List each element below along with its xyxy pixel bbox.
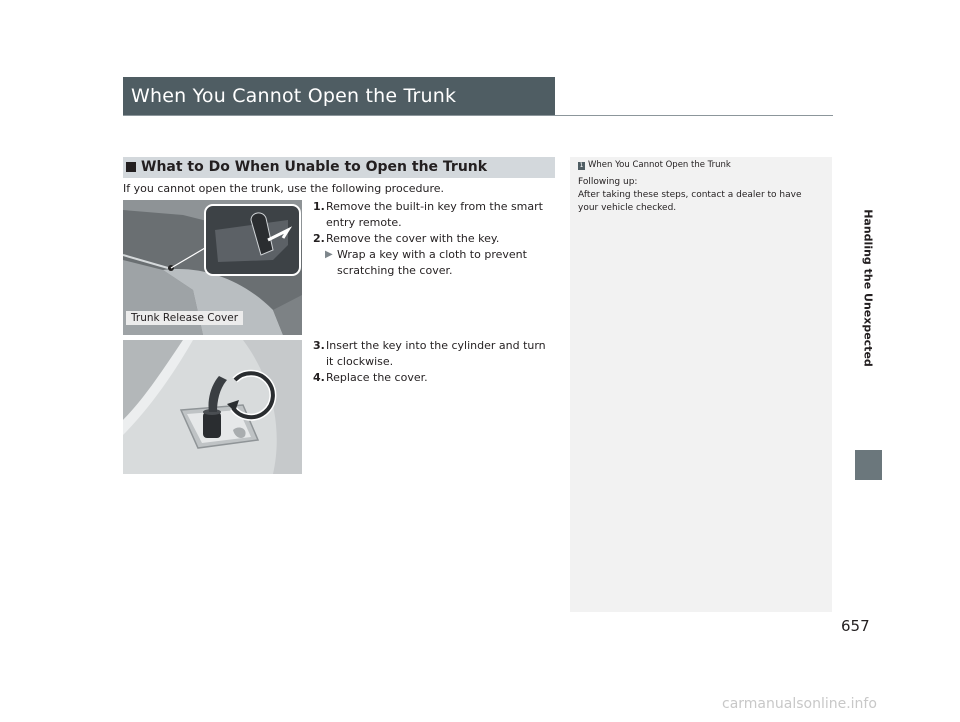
step-number: 2. bbox=[313, 232, 325, 245]
step-text: Insert the key into the cylinder and turn it clockwise. bbox=[326, 339, 546, 368]
sidebar-title bbox=[578, 159, 824, 171]
step-item bbox=[313, 338, 553, 370]
section-heading bbox=[123, 157, 555, 178]
key-cylinder-illustration bbox=[123, 340, 302, 474]
intro-text: If you cannot open the trunk, use the following procedure. bbox=[123, 182, 445, 195]
arrow-right-icon: ▶ bbox=[325, 249, 333, 260]
chapter-label: Handling the Unexpected bbox=[861, 209, 875, 367]
step-number: 1. bbox=[313, 200, 325, 213]
sub-step-text: Wrap a key with a cloth to prevent scratching the cover. bbox=[337, 248, 527, 277]
chapter-marker bbox=[855, 450, 882, 480]
steps-group-1 bbox=[313, 199, 553, 279]
step-item bbox=[313, 370, 553, 386]
step-number: 4. bbox=[313, 371, 325, 384]
reference-tag-icon: 1 bbox=[579, 162, 584, 169]
step-text: Replace the cover. bbox=[326, 371, 428, 384]
image-caption: Trunk Release Cover bbox=[126, 311, 243, 325]
steps-group-2 bbox=[313, 338, 553, 386]
step-item bbox=[313, 199, 553, 231]
title-divider bbox=[123, 115, 833, 116]
sidebar-note bbox=[570, 157, 832, 612]
sub-step bbox=[313, 247, 553, 279]
step-text: Remove the cover with the key. bbox=[326, 232, 500, 245]
watermark: carmanualsonline.info bbox=[722, 696, 877, 712]
square-bullet-icon bbox=[126, 162, 136, 172]
page-title: When You Cannot Open the Trunk bbox=[123, 77, 555, 115]
section-heading-text: What to Do When Unable to Open the Trunk bbox=[141, 159, 488, 175]
step-text: Remove the built-in key from the smart entry remote. bbox=[326, 200, 543, 229]
sidebar-body bbox=[578, 176, 824, 215]
chapter-side-tab bbox=[854, 128, 882, 448]
step-number: 3. bbox=[313, 339, 325, 352]
sidebar-line: Following up: bbox=[578, 177, 638, 187]
sidebar-title-text: When You Cannot Open the Trunk bbox=[588, 160, 731, 170]
key-cylinder-drawing bbox=[123, 340, 302, 474]
trunk-release-cover-illustration bbox=[123, 200, 302, 335]
step-item bbox=[313, 231, 553, 247]
page-number: 657 bbox=[841, 617, 870, 635]
sidebar-line: After taking these steps, contact a dealer to have your vehicle checked. bbox=[578, 190, 802, 213]
